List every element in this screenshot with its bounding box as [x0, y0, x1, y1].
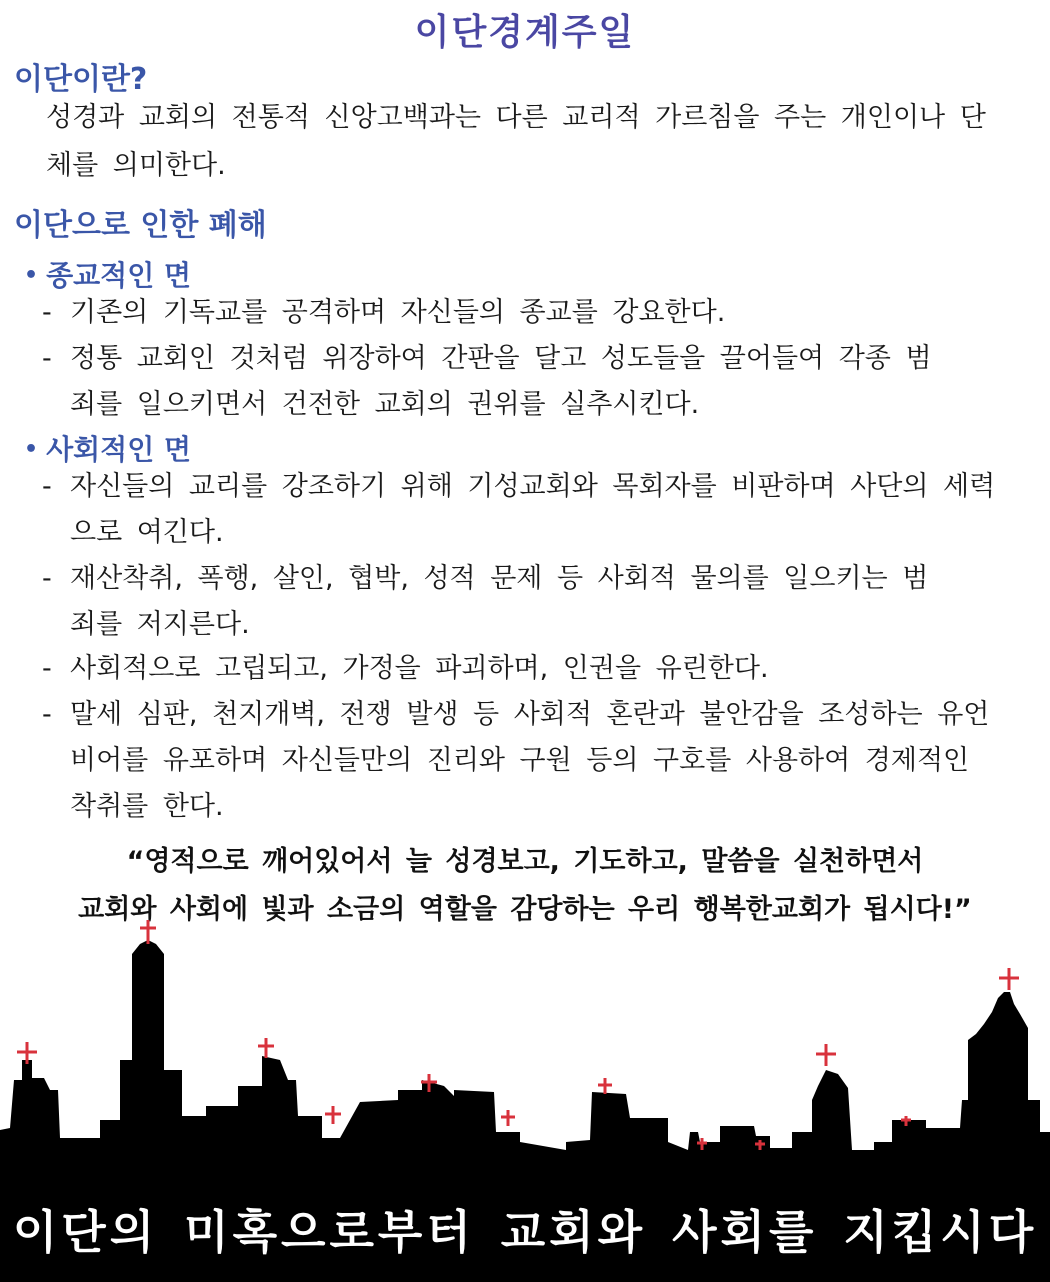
social-heading-label: 사회적인 면: [46, 433, 192, 466]
harm-heading: 이단으로 인한 폐해: [14, 208, 267, 243]
dash-icon: -: [42, 343, 52, 374]
banner-slogan: 이단의 미혹으로부터 교회와 사회를 지킵시다: [12, 1205, 1038, 1259]
list-item: [42, 646, 1002, 692]
dash-icon: -: [42, 653, 52, 684]
list-item: [42, 692, 1002, 830]
dash-icon: -: [42, 297, 52, 328]
list-item-text: 자신들의 교리를 강조하기 위해 기성교회와 목회자를 비판하며 사단의 세력으로 여긴다.: [70, 471, 996, 548]
list-item-text: 말세 심판, 천지개벽, 전쟁 발생 등 사회적 혼란과 불안감을 조성하는 유언비어를 유포하며 자신들만의 진리와 구원 등의 구호를 사용하여 경제적인 착취를 한다.: [70, 699, 990, 822]
religious-heading-label: 종교적인 면: [46, 259, 192, 292]
list-item: [42, 290, 1002, 336]
social-heading: [24, 428, 191, 468]
list-item: [42, 336, 1002, 428]
dash-icon: -: [42, 563, 52, 594]
list-item-text: 사회적으로 고립되고, 가정을 파괴하며, 인권을 유린한다.: [70, 653, 769, 684]
bullet-icon: •: [24, 437, 39, 462]
definition-heading: 이단이란?: [14, 62, 148, 97]
list-item: [42, 556, 1002, 648]
list-item-text: 기존의 기독교를 공격하며 자신들의 종교를 강요한다.: [70, 297, 726, 328]
quote-line-2: 교회와 사회에 빛과 소금의 역할을 감당하는 우리 행복한교회가 됩시다!”: [78, 894, 972, 925]
list-item-text: 정통 교회인 것처럼 위장하여 간판을 달고 성도들을 끌어들여 각종 범죄를 일으키면서 건전한 교회의 권위를 실추시킨다.: [70, 343, 932, 420]
bullet-icon: •: [24, 263, 39, 288]
definition-text: 성경과 교회의 전통적 신앙고백과는 다른 교리적 가르침을 주는 개인이나 단체를 의미한다.: [46, 102, 986, 181]
list-item: [42, 464, 1002, 556]
list-item-text: 재산착취, 폭행, 살인, 협박, 성적 문제 등 사회적 물의를 일으키는 범죄를 저지른다.: [70, 563, 929, 640]
religious-heading: [24, 254, 191, 294]
page-title: 이단경계주일: [414, 12, 636, 53]
dash-icon: -: [42, 471, 52, 502]
quote-line-1: “영적으로 깨어있어서 늘 성경보고, 기도하고, 말씀을 실천하면서: [126, 846, 924, 877]
dash-icon: -: [42, 699, 52, 730]
